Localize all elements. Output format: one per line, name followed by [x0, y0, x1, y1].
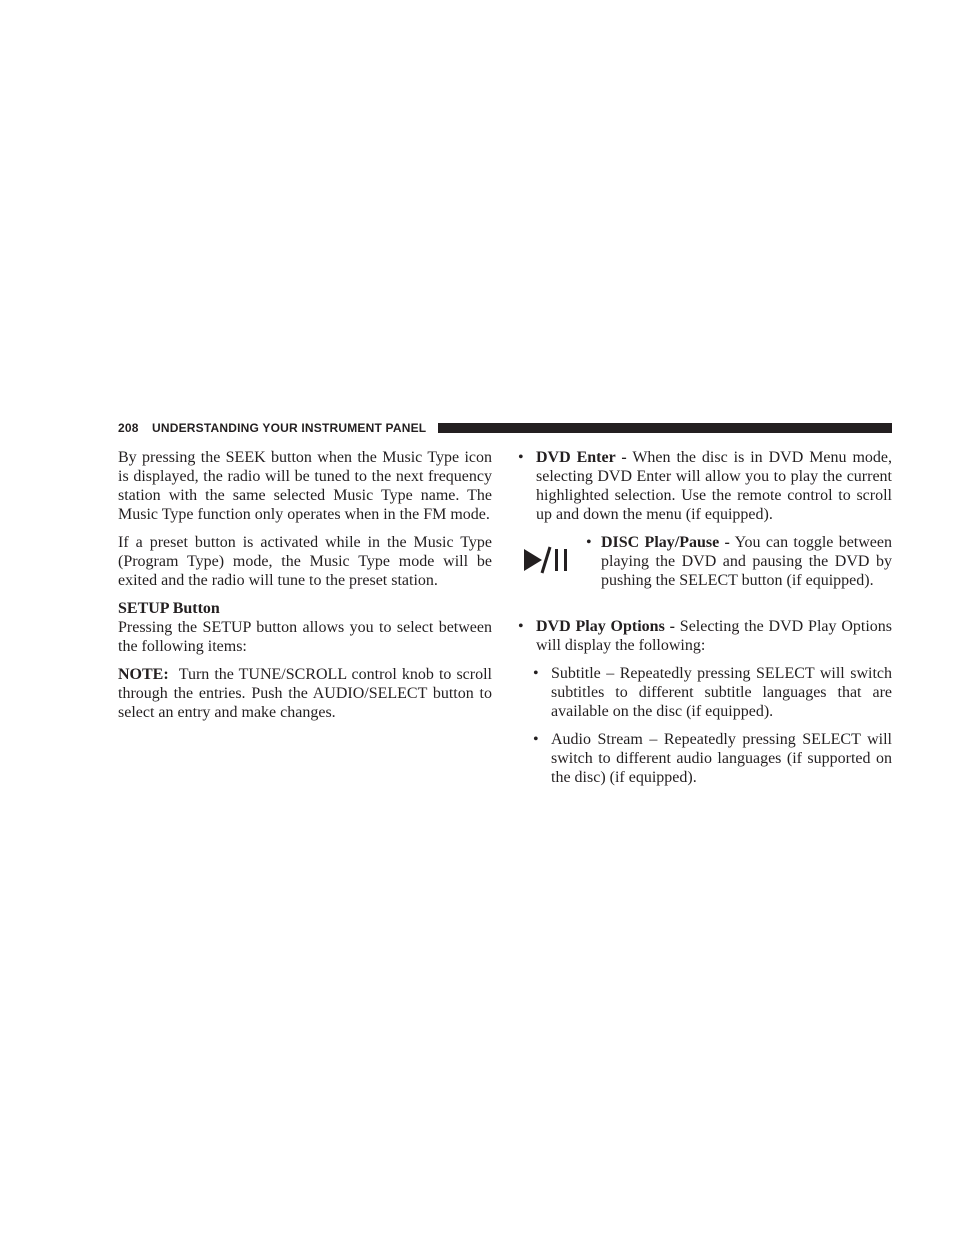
dvd-play-options-item [518, 617, 892, 655]
subtitle-text: Subtitle – Repeatedly pressing SELECT will switch subtitles to different subtitle languages that are available on the disc (if equipped). [551, 665, 892, 720]
bullet-dot: • [586, 534, 592, 551]
section-title: UNDERSTANDING YOUR INSTRUMENT PANEL [152, 421, 427, 435]
note-text: Turn the TUNE/SCROLL control knob to scroll through the entries. Push the AUDIO/SELECT button to select an entry and make changes. [118, 666, 492, 721]
audio-stream-text: Audio Stream – Repeatedly pressing SELECT will switch to different audio languages (if supported on the disc) (if equipped). [551, 731, 892, 786]
preset-paragraph: If a preset button is activated while in the Music Type (Program Type) mode, the Music Type mode will be exited and the radio will tune to the preset station. [118, 534, 492, 589]
note-label: NOTE: [118, 666, 169, 683]
dvd-enter-item [518, 448, 892, 524]
bullet-dot: • [518, 449, 524, 466]
options-label: DVD Play Options - [536, 618, 675, 635]
bullet-dot: • [533, 665, 539, 682]
disc-text: You can toggle between playing the DVD and pausing the DVD by pushing the SELECT button (if equipped). [601, 534, 893, 589]
disc-label: DISC Play/Pause - [601, 534, 730, 551]
page-number: 208 [118, 421, 139, 435]
dvd-enter-text: When the disc is in DVD Menu mode, selecting DVD Enter will allow you to play the current highlighted selection. Use the remote control to scroll up and down the menu (if equipped). [536, 449, 892, 523]
dvd-enter-label: DVD Enter - [536, 449, 627, 466]
options-text: Selecting the DVD Play Options will display the following: [536, 618, 893, 654]
subtitle-item [518, 664, 892, 721]
disc-play-pause-item [518, 533, 892, 590]
setup-heading: SETUP Button [118, 600, 220, 617]
audio-stream-item [518, 730, 892, 787]
bullet-dot: • [533, 731, 539, 748]
seek-paragraph: By pressing the SEEK button when the Music Type icon is displayed, the radio will be tuned to the next frequency station with the same selected Music Type name. The Music Type function only operates when in the FM mode. [118, 449, 492, 523]
page-header [118, 420, 892, 436]
play-pause-icon [522, 545, 570, 575]
bullet-dot: • [518, 618, 524, 635]
left-column [118, 448, 492, 731]
header-rule [438, 423, 892, 433]
right-column [518, 448, 892, 796]
setup-paragraph: Pressing the SETUP button allows you to select between the following items: [118, 619, 492, 655]
note-paragraph [118, 665, 492, 722]
